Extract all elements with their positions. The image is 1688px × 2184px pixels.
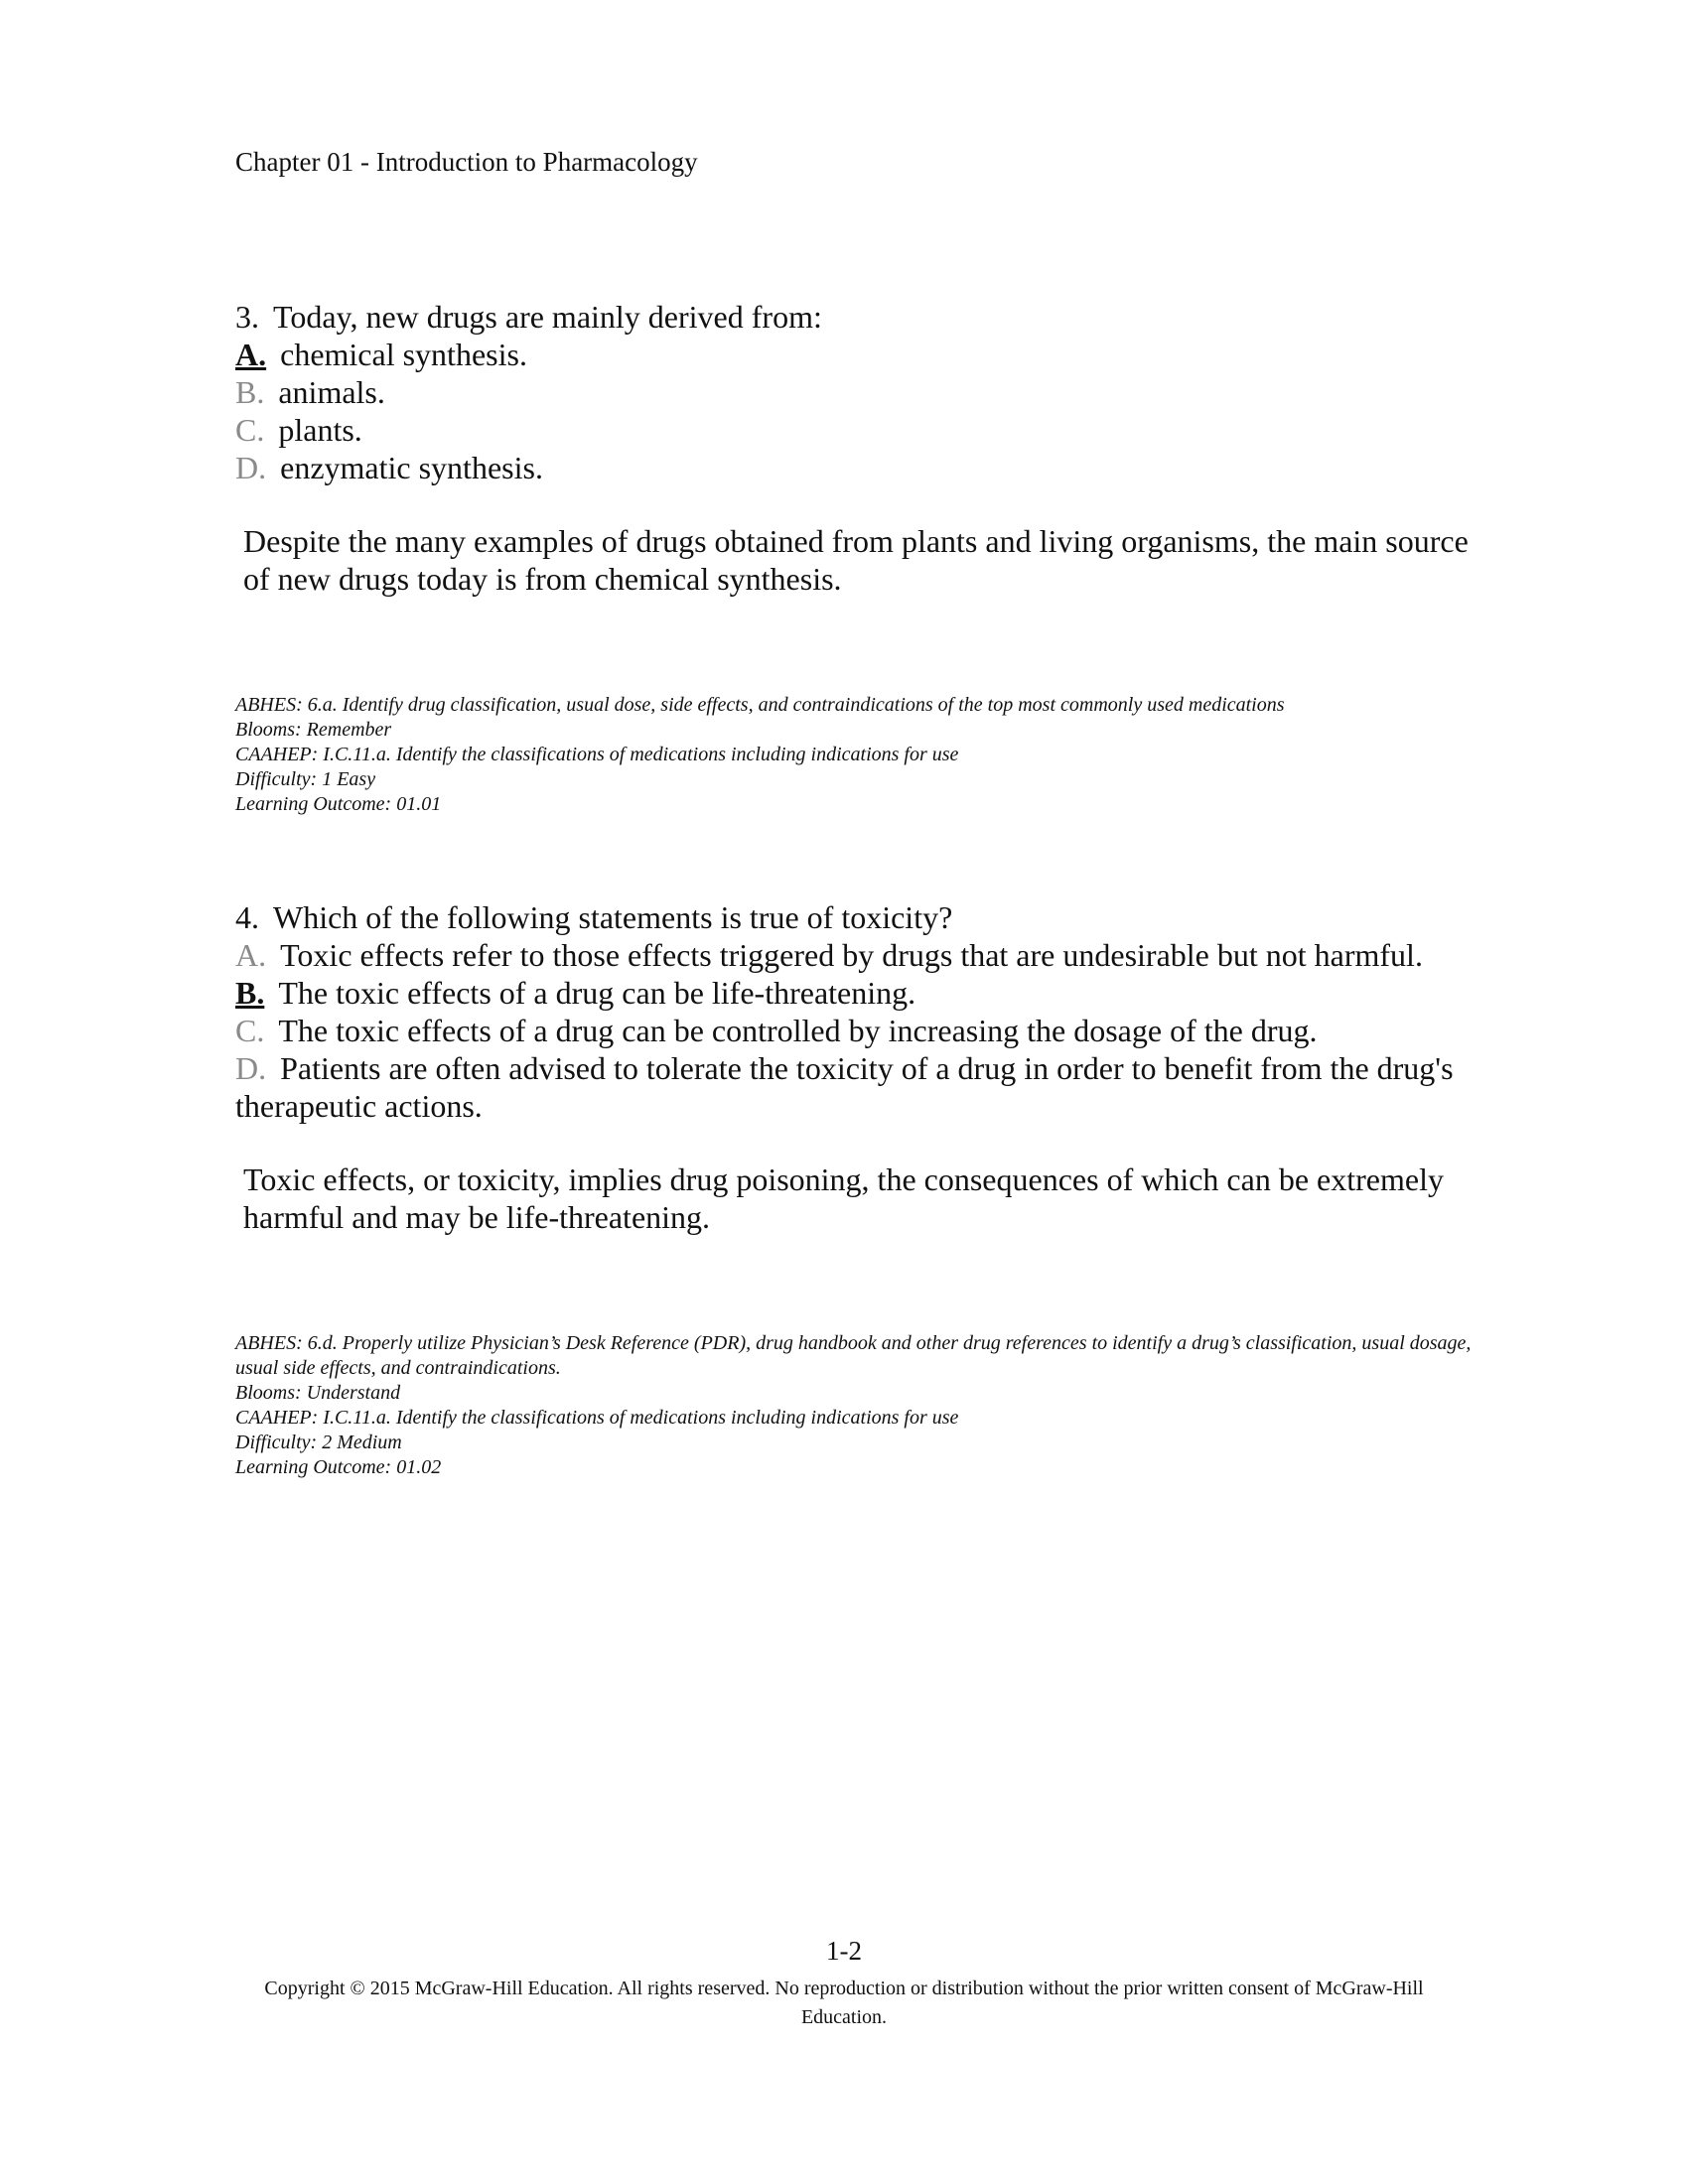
option-c[interactable] [235,411,1486,449]
option-letter: A. [235,337,267,372]
question-metadata [235,693,1486,817]
page-number: 1-2 [826,1936,862,1966]
option-d[interactable] [235,1049,1486,1125]
option-letter: C. [235,412,265,448]
option-text: enzymatic synthesis. [280,450,543,485]
option-b[interactable] [235,974,1486,1012]
copyright-notice: Copyright © 2015 McGraw-Hill Education. All rights reserved. No reproduction or distribution without the prior written consent of McGraw-Hill Education. [264,1978,1424,2028]
meta-blooms: Blooms: Understand [235,1382,401,1404]
question-number: 3. [235,299,259,335]
meta-learning-outcome: Learning Outcome: 01.01 [235,793,442,815]
option-text: chemical synthesis. [280,337,527,372]
option-text: The toxic effects of a drug can be controlled by increasing the dosage of the drug. [278,1013,1318,1048]
option-text: Toxic effects refer to those effects triggered by drugs that are undesirable but not harmful. [280,937,1423,973]
option-text: animals. [278,374,385,410]
meta-blooms: Blooms: Remember [235,719,392,741]
meta-caahep: CAAHEP: I.C.11.a. Identify the classifications of medications including indications for use [235,1407,959,1429]
option-letter: C. [235,1013,265,1048]
question-stem [235,898,1486,936]
option-text: plants. [278,412,362,448]
question-text: Today, new drugs are mainly derived from: [273,299,822,335]
option-text: Patients are often advised to tolerate the toxicity of a drug in order to benefit from the drug's therapeutic actions. [235,1050,1454,1124]
option-letter: D. [235,450,267,485]
option-text: The toxic effects of a drug can be life-threatening. [278,975,916,1011]
question-stem [235,298,1486,336]
meta-abhes: ABHES: 6.d. Properly utilize Physician’s Desk Reference (PDR), drug handbook and other drug references to identify a drug’s classification, usual dosage, usual side effects, and contraindications. [235,1332,1472,1379]
option-letter: D. [235,1050,267,1086]
option-a[interactable] [235,336,1486,373]
option-c[interactable] [235,1012,1486,1049]
question-number: 4. [235,899,259,935]
question-metadata [235,1331,1486,1480]
answer-explanation: Toxic effects, or toxicity, implies drug poisoning, the consequences of which can be extremely harmful and may be life-threatening. [243,1161,1444,1235]
question-3 [235,298,1486,817]
option-letter: B. [235,975,265,1011]
meta-caahep: CAAHEP: I.C.11.a. Identify the classifications of medications including indications for use [235,744,959,765]
chapter-title: Chapter 01 - Introduction to Pharmacology [235,147,698,177]
option-b[interactable] [235,373,1486,411]
question-4 [235,898,1486,1480]
option-d[interactable] [235,449,1486,486]
option-letter: B. [235,374,265,410]
meta-difficulty: Difficulty: 1 Easy [235,768,376,790]
meta-learning-outcome: Learning Outcome: 01.02 [235,1456,442,1478]
question-text: Which of the following statements is true of toxicity? [273,899,953,935]
option-letter: A. [235,937,267,973]
meta-difficulty: Difficulty: 2 Medium [235,1432,402,1453]
meta-abhes: ABHES: 6.a. Identify drug classification, usual dose, side effects, and contraindications of the top most commonly used medications [235,694,1285,716]
option-a[interactable] [235,936,1486,974]
page-footer [0,1936,1688,2032]
answer-explanation: Despite the many examples of drugs obtained from plants and living organisms, the main source of new drugs today is from chemical synthesis. [243,523,1469,597]
